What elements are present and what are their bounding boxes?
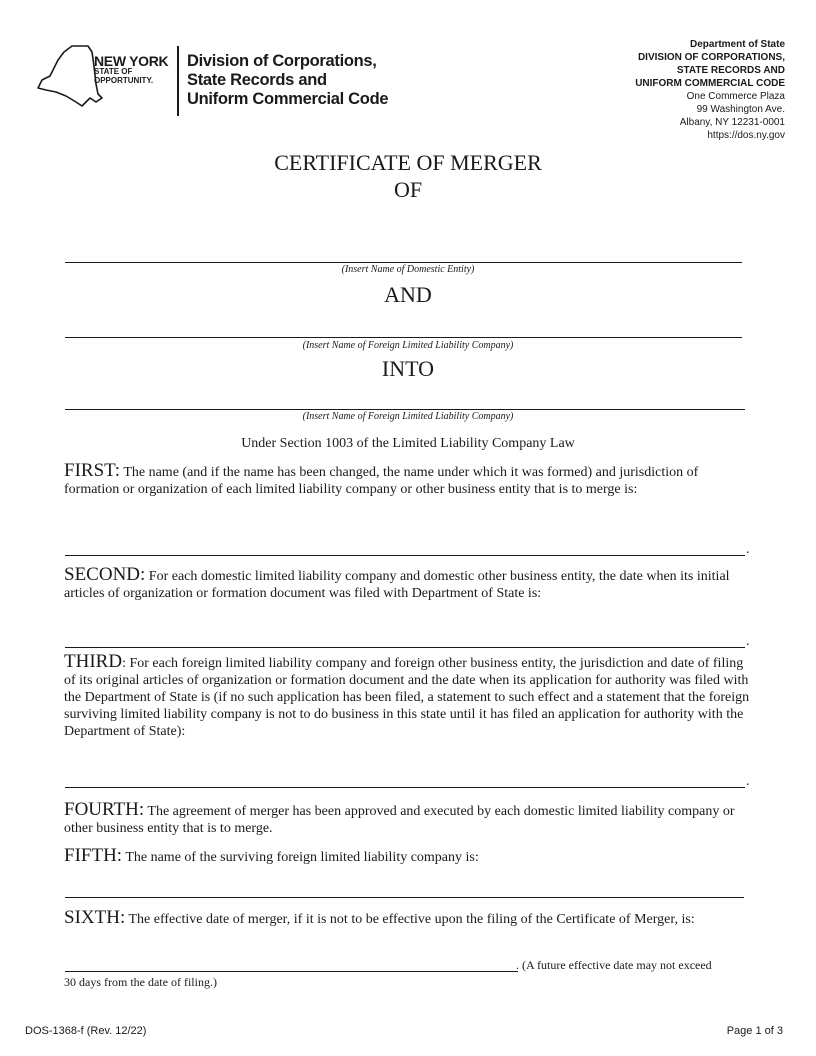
effective-date-note-1: . (A future effective date may not exceed (516, 958, 712, 972)
second-text: For each domestic limited liability company and domestic other business entity, the date when its initial articles of organization or formation document was filed with Department of State is: (64, 569, 730, 601)
fifth-heading: FIFTH: (64, 845, 123, 866)
address-line-7: Albany, NY 12231-0001 (679, 117, 785, 128)
state-tagline-line-1: STATE OF (94, 67, 133, 76)
fifth-answer-line[interactable] (65, 897, 744, 898)
third-period: . (746, 774, 750, 789)
first-heading: FIRST: (64, 460, 121, 481)
division-line-1: Division of Corporations, (187, 52, 377, 70)
address-line-4: UNIFORM COMMERCIAL CODE (635, 78, 785, 89)
address-line-1: Department of State (689, 39, 785, 50)
division-name (187, 52, 388, 109)
fourth-text: The agreement of merger has been approved and executed by each domestic limited liability company or other business entity that is to merge. (64, 804, 735, 836)
address-line-2: DIVISION OF CORPORATIONS, (637, 52, 785, 63)
paragraph-fourth (64, 801, 756, 837)
surviving-entity-name-line[interactable] (65, 409, 745, 410)
state-name: NEW YORK (94, 53, 169, 69)
second-period: . (746, 634, 750, 649)
statute-reference: Under Section 1003 of the Limited Liability Company Law (241, 436, 575, 451)
address-line-5: One Commerce Plaza (686, 91, 785, 102)
paragraph-sixth (64, 909, 754, 928)
domestic-entity-name-line[interactable] (65, 262, 742, 263)
second-heading: SECOND: (64, 564, 146, 585)
third-text: : For each foreign limited liability company and foreign other business entity, the jurisdiction and date of filing of its original articles of organization or formation document and the date when its application for authority was filed with the Department of State is (if no such application has been filed, a statement to such effect and a statement that the foreign surviving limited liability company is not to do business in this state until it has filed an application for authority with the Department of State): (64, 656, 750, 739)
third-answer-line[interactable] (65, 787, 745, 788)
third-heading: THIRD (64, 651, 123, 672)
form-title: CERTIFICATE OF MERGER (274, 150, 542, 175)
department-address (635, 38, 785, 142)
first-period: . (746, 542, 750, 557)
foreign-entity-name-line[interactable] (65, 337, 742, 338)
address-website[interactable]: https://dos.ny.gov (707, 130, 785, 141)
sixth-heading: SIXTH: (64, 907, 126, 928)
first-text: The name (and if the name has been changed, the name under which it was formed) and jurisdiction of formation or organization of each limited liability company or other business entity that is to merge is: (64, 465, 699, 497)
surviving-entity-hint: (Insert Name of Foreign Limited Liability Company) (302, 411, 514, 422)
domestic-entity-hint: (Insert Name of Domestic Entity) (341, 264, 475, 275)
logo-divider (177, 46, 179, 116)
division-line-2: State Records and (187, 71, 327, 89)
page-number: Page 1 of 3 (726, 1025, 783, 1037)
address-line-6: 99 Washington Ave. (696, 104, 785, 115)
paragraph-first (64, 462, 754, 498)
paragraph-second (64, 566, 756, 602)
second-answer-line[interactable] (65, 647, 745, 648)
effective-date-note-2: 30 days from the date of filing.) (64, 975, 217, 989)
state-tagline-line-2: OPPORTUNITY. (94, 75, 154, 85)
form-title-of: OF (393, 177, 423, 202)
form-revision: DOS-1368-f (Rev. 12/22) (25, 1025, 147, 1037)
sixth-text: The effective date of merger, if it is not to be effective upon the filing of the Certificate of Merger, is: (125, 912, 695, 927)
address-line-3: STATE RECORDS AND (676, 65, 785, 76)
and-label: AND (384, 282, 432, 307)
first-answer-line[interactable] (65, 555, 745, 556)
fifth-text: The name of the surviving foreign limited liability company is: (122, 850, 479, 865)
paragraph-fifth (64, 847, 754, 866)
foreign-entity-hint: (Insert Name of Foreign Limited Liability Company) (302, 340, 514, 351)
fourth-heading: FOURTH: (64, 799, 145, 820)
effective-date-line[interactable] (65, 971, 518, 972)
into-label: INTO (381, 356, 435, 381)
nys-logo (36, 44, 416, 118)
paragraph-third (64, 653, 754, 740)
division-line-3: Uniform Commercial Code (187, 90, 389, 108)
